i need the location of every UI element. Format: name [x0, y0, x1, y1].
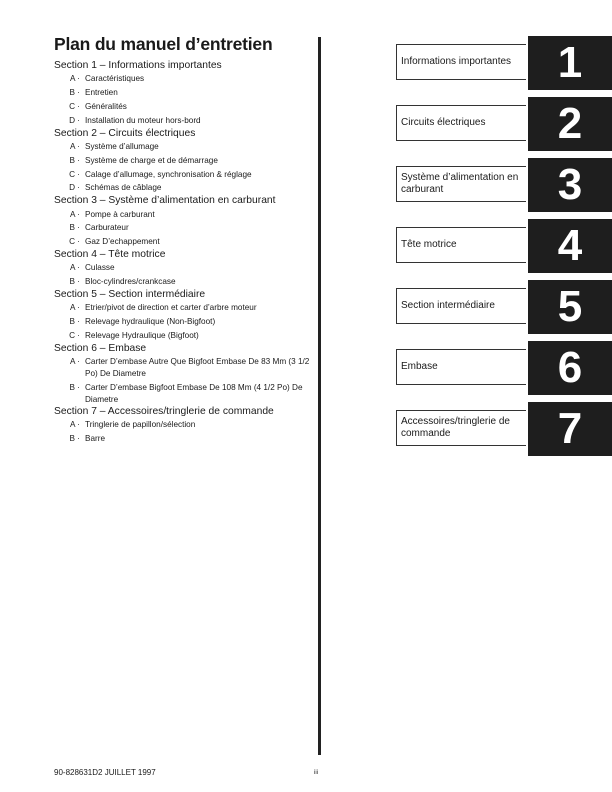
section-items-6	[54, 355, 316, 406]
section-tab-label: Système d’alimentation en carburant	[396, 166, 526, 202]
section-items-7	[54, 418, 316, 446]
toc-item-text: Etrier/pivot de direction et carter d’arbre moteur	[85, 303, 257, 313]
toc-item-text: Généralités	[85, 102, 127, 111]
toc-item	[54, 261, 316, 275]
toc-item-letter: B ·	[69, 434, 80, 444]
toc-item	[54, 235, 316, 249]
toc-item-letter: C ·	[69, 237, 80, 247]
section-tab-7	[396, 404, 612, 453]
section-tab-number: 3	[528, 158, 612, 212]
section-heading-6: Section 6 – Embase	[54, 342, 147, 354]
toc-item-letter: B ·	[69, 155, 80, 165]
toc-item	[54, 315, 316, 329]
toc-item-letter: A ·	[69, 303, 80, 313]
section-heading-3: Section 3 – Système d’alimentation en carburant	[54, 195, 276, 207]
section-tab-number: 6	[528, 341, 612, 395]
section-tab-number: 2	[528, 97, 612, 151]
toc-item-letter: A ·	[69, 420, 80, 430]
toc-item	[54, 154, 316, 168]
toc-item-text: Bloc-cylindres/crankcase	[85, 277, 176, 287]
toc-item-letter: C ·	[69, 102, 80, 111]
toc-item	[54, 381, 316, 406]
vertical-divider	[318, 37, 321, 755]
toc-item-text: Installation du moteur hors-bord	[85, 115, 201, 125]
footer-code: 90-828631D2 JUILLET 1997	[54, 768, 156, 777]
toc-item-letter: B ·	[69, 88, 80, 98]
section-tab-number: 1	[528, 36, 612, 90]
toc-item	[54, 329, 316, 343]
toc-item-text: Système d’allumage	[85, 142, 159, 151]
section-tab-number: 5	[528, 280, 612, 334]
toc-item-letter: C ·	[69, 169, 80, 179]
toc-item-text: Entretien	[85, 88, 118, 98]
section-items-5	[54, 301, 316, 342]
toc-item-text: Système de charge et de démarrage	[85, 155, 218, 165]
toc-item-letter: A ·	[69, 209, 80, 219]
toc-item	[54, 221, 316, 235]
section-tab-label: Embase	[396, 349, 526, 385]
toc-item-text: Caractéristiques	[85, 74, 145, 84]
toc-item-letter: B ·	[69, 223, 80, 233]
section-tab-6	[396, 343, 612, 392]
section-items-3	[54, 208, 316, 249]
section-tab-number: 7	[528, 402, 612, 456]
section-tab-label: Circuits électriques	[396, 105, 526, 141]
toc-item-letter: A ·	[69, 142, 80, 151]
toc-item-letter: D ·	[69, 115, 80, 125]
section-heading-1: Section 1 – Informations importantes	[54, 60, 222, 71]
section-items-4	[54, 261, 316, 289]
section-tab-label: Tête motrice	[396, 227, 526, 263]
toc-item	[54, 418, 316, 432]
section-heading-7: Section 7 – Accessoires/tringlerie de commande	[54, 406, 274, 417]
toc-item	[54, 168, 316, 182]
toc-item	[54, 301, 316, 315]
toc-item-text: Calage d’allumage, synchronisation & réglage	[85, 169, 252, 179]
toc-item	[54, 72, 316, 86]
toc-item-letter: C ·	[69, 330, 80, 340]
section-list	[54, 60, 316, 446]
toc-item	[54, 181, 316, 195]
toc-item-text: Tringlerie de papillon/sélection	[85, 420, 196, 430]
toc-item	[54, 100, 316, 114]
section-tab-4	[396, 221, 612, 270]
section-tab-1	[396, 38, 612, 87]
toc-item	[54, 275, 316, 289]
section-heading-2: Section 2 – Circuits électriques	[54, 127, 196, 139]
toc-item	[54, 114, 316, 128]
toc-item	[54, 432, 316, 446]
toc-item	[54, 355, 316, 380]
section-tab-5	[396, 282, 612, 331]
toc-item-letter: B ·	[69, 317, 80, 327]
section-tab-label: Informations importantes	[396, 44, 526, 80]
toc-item-text: Schémas de câblage	[85, 183, 162, 193]
toc-item-letter: B ·	[69, 277, 80, 287]
toc-item-text: Pompe à carburant	[85, 209, 155, 219]
toc-item-letter: A ·	[69, 357, 80, 367]
toc-item-letter: B ·	[69, 382, 80, 392]
toc-item-text: Carter D’embase Autre Que Bigfoot Embase De 83 Mm (3 1/2 Po) De Diametre	[85, 357, 310, 379]
page-number: iii	[314, 770, 318, 776]
section-tab-label: Accessoires/tringlerie de commande	[396, 410, 526, 446]
section-tab-label: Section intermédiaire	[396, 288, 526, 324]
toc-item-text: Carter D’embase Bigfoot Embase De 108 Mm (4 1/2 Po) De Diametre	[85, 382, 303, 404]
table-of-contents	[54, 34, 316, 446]
toc-item-letter: D ·	[69, 183, 80, 193]
section-heading-4: Section 4 – Tête motrice	[54, 248, 166, 260]
section-items-2	[54, 140, 316, 195]
toc-item-letter: A ·	[69, 263, 80, 273]
toc-item-text: Gaz D’echappement	[85, 237, 160, 247]
toc-item	[54, 208, 316, 222]
toc-item-text: Barre	[85, 434, 106, 444]
toc-item-text: Carburateur	[85, 223, 129, 233]
toc-item-letter: A ·	[69, 74, 80, 84]
section-tab-2	[396, 99, 612, 148]
section-tab-3	[396, 160, 612, 209]
toc-item-text: Culasse	[85, 263, 115, 273]
section-heading-5: Section 5 – Section intermédiaire	[54, 288, 206, 300]
section-items-1	[54, 72, 316, 127]
toc-item	[54, 140, 316, 154]
toc-item	[54, 86, 316, 100]
toc-item-text: Relevage hydraulique (Non-Bigfoot)	[85, 317, 216, 327]
section-tab-number: 4	[528, 219, 612, 273]
toc-item-text: Relevage Hydraulique (Bigfoot)	[85, 330, 199, 340]
page-title: Plan du manuel d’entretien	[54, 34, 273, 54]
